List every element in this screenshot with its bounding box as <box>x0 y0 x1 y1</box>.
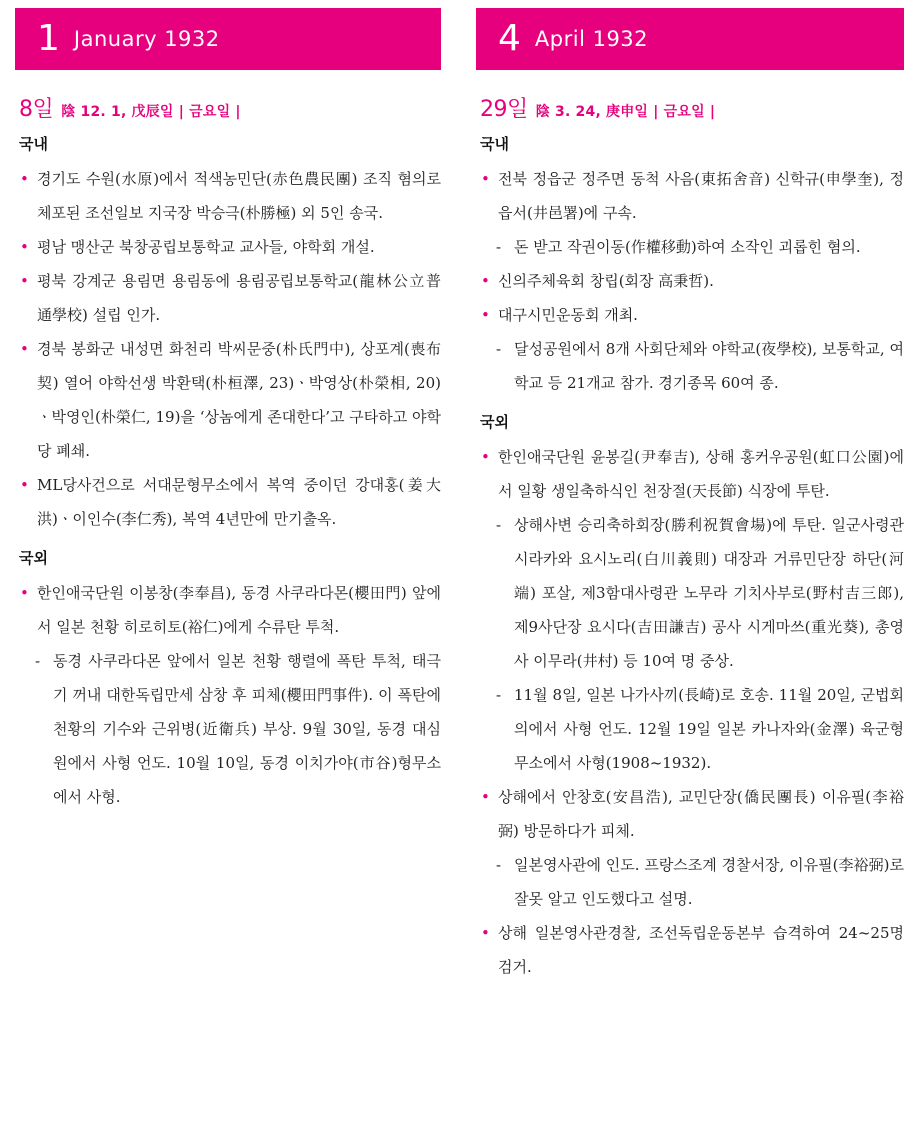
detail-text: 돈 받고 작권이동(作權移動)하여 소작인 괴롭힌 혐의. <box>514 238 861 256</box>
event-item <box>476 264 904 298</box>
detail-text: 달성공원에서 8개 사회단체와 야학교(夜學校), 보통학교, 여학교 등 21개교 참가. 경기종목 60여 종. <box>514 340 904 392</box>
event-text: ML당사건으로 서대문형무소에서 복역 중이던 강대홍(姜大洪)ㆍ이인수(李仁秀), 복역 4년만에 만기출옥. <box>37 476 441 528</box>
event-item <box>476 298 904 332</box>
bullet-icon: • <box>20 340 29 358</box>
bullet-icon: • <box>20 272 29 290</box>
detail-list <box>15 644 441 814</box>
event-detail <box>476 230 904 264</box>
event-detail <box>15 644 441 814</box>
date-day: 8일 <box>19 97 54 122</box>
event-list <box>476 162 904 400</box>
dash-icon: - <box>496 856 502 874</box>
bullet-icon: • <box>481 448 490 466</box>
dash-icon: - <box>496 516 502 534</box>
event-text: 경기도 수원(水原)에서 적색농민단(赤色農民團) 조직 혐의로 체포된 조선일보 지국장 박승극(朴勝極) 외 5인 송국. <box>37 170 441 222</box>
event-item <box>476 162 904 230</box>
detail-text: 상해사변 승리축하회장(勝利祝賀會場)에 투탄. 일군사령관 시라카와 요시노리(白川義則) 대장과 거류민단장 하단(河端) 포살, 제3함대사령관 노무라 기치사부로(野村吉三郎), 제9사단장 요시다(吉田謙吉) 공사 시게마쓰(重光葵), 총영사 이무라(井村) 등 10여 명 중상. <box>514 516 904 670</box>
event-text: 한인애국단원 윤봉길(尹奉吉), 상해 홍커우공원(虹口公園)에서 일황 생일축하식인 천장절(天長節) 식장에 투탄. <box>498 448 904 500</box>
event-text: 전북 정읍군 정주면 동척 사음(東拓舍音) 신학규(申學奎), 정읍서(井邑署)에 구속. <box>498 170 904 222</box>
section-title: 국내 <box>480 135 509 153</box>
dash-icon: - <box>496 238 502 256</box>
event-item <box>15 162 441 230</box>
date-day: 29일 <box>480 97 528 122</box>
event-text: 평북 강계군 용림면 용림동에 용림공립보통학교(龍林公立普通學校) 설립 인가. <box>37 272 441 324</box>
dash-icon: - <box>35 652 41 670</box>
event-detail <box>476 332 904 400</box>
bullet-icon: • <box>20 170 29 188</box>
event-item <box>15 230 441 264</box>
detail-text: 11월 8일, 일본 나가사끼(長崎)로 호송. 11월 20일, 군법회의에서 사형 언도. 12월 19일 일본 카나자와(金澤) 육군형무소에서 사형(1908~1932). <box>514 686 904 772</box>
section-title: 국내 <box>19 135 48 153</box>
detail-list <box>476 508 904 780</box>
section-title: 국외 <box>19 549 48 567</box>
bullet-icon: • <box>481 788 490 806</box>
event-item <box>15 576 441 644</box>
event-text: 한인애국단원 이봉창(李奉昌), 동경 사쿠라다몬(櫻田門) 앞에서 일본 천황 히로히토(裕仁)에게 수류탄 투척. <box>37 584 441 636</box>
event-item <box>15 468 441 536</box>
date-line <box>480 92 904 122</box>
event-list <box>15 576 441 814</box>
month-number: 1 <box>37 18 60 59</box>
event-item <box>476 780 904 848</box>
detail-list <box>476 230 904 264</box>
bullet-icon: • <box>20 238 29 256</box>
event-item <box>476 440 904 508</box>
detail-text: 동경 사쿠라다몬 앞에서 일본 천황 행렬에 폭탄 투척, 태극기 꺼내 대한독립만세 삼창 후 피체(櫻田門事件). 이 폭탄에 천황의 기수와 근위병(近衛兵) 부상. 9월 30일, 동경 대심원에서 사형 언도. 10월 10일, 동경 이치가야(市谷)형무소에서 사형. <box>53 652 441 806</box>
event-item <box>15 332 441 468</box>
sections <box>476 130 904 984</box>
event-text: 경북 봉화군 내성면 화천리 박씨문중(朴氏門中), 상포계(喪布契) 열어 야학선생 박환택(朴桓澤, 23)ㆍ박영상(朴榮相, 20)ㆍ박영인(朴榮仁, 19)을 ‘상놈에게 존대한다’고 구타하고 야학당 폐쇄. <box>37 340 441 460</box>
event-list <box>476 440 904 984</box>
event-detail <box>476 678 904 780</box>
month-label: April 1932 <box>534 27 649 51</box>
month-label: January 1932 <box>73 27 220 51</box>
event-list <box>15 162 441 536</box>
event-text: 평남 맹산군 북창공립보통학교 교사들, 야학회 개설. <box>37 238 375 256</box>
left-column <box>15 8 441 814</box>
bullet-icon: • <box>481 272 490 290</box>
event-detail <box>476 508 904 678</box>
event-text: 상해 일본영사관경찰, 조선독립운동본부 습격하여 24~25명 검거. <box>498 924 904 976</box>
event-detail <box>476 848 904 916</box>
detail-list <box>476 848 904 916</box>
bullet-icon: • <box>481 306 490 324</box>
sections <box>15 130 441 814</box>
bullet-icon: • <box>20 584 29 602</box>
bullet-icon: • <box>481 170 490 188</box>
dash-icon: - <box>496 686 502 704</box>
section-title: 국외 <box>480 413 509 431</box>
detail-list <box>476 332 904 400</box>
event-text: 대구시민운동회 개최. <box>498 306 638 324</box>
event-text: 신의주체육회 창립(회장 高秉哲). <box>498 272 714 290</box>
bullet-icon: • <box>20 476 29 494</box>
event-item <box>15 264 441 332</box>
date-line <box>19 92 441 122</box>
right-column <box>476 8 904 984</box>
month-header <box>15 8 441 70</box>
bullet-icon: • <box>481 924 490 942</box>
detail-text: 일본영사관에 인도. 프랑스조계 경찰서장, 이유필(李裕弼)로 잘못 알고 인도했다고 설명. <box>514 856 904 908</box>
event-text: 상해에서 안창호(安昌浩), 교민단장(僑民團長) 이유필(李裕弼) 방문하다가 피체. <box>498 788 904 840</box>
month-header <box>476 8 904 70</box>
date-lunar: 陰 12. 1, 戊辰일 | 금요일 | <box>61 104 241 120</box>
event-item <box>476 916 904 984</box>
month-number: 4 <box>498 18 521 59</box>
dash-icon: - <box>496 340 502 358</box>
date-lunar: 陰 3. 24, 庚申일 | 금요일 | <box>535 104 716 120</box>
